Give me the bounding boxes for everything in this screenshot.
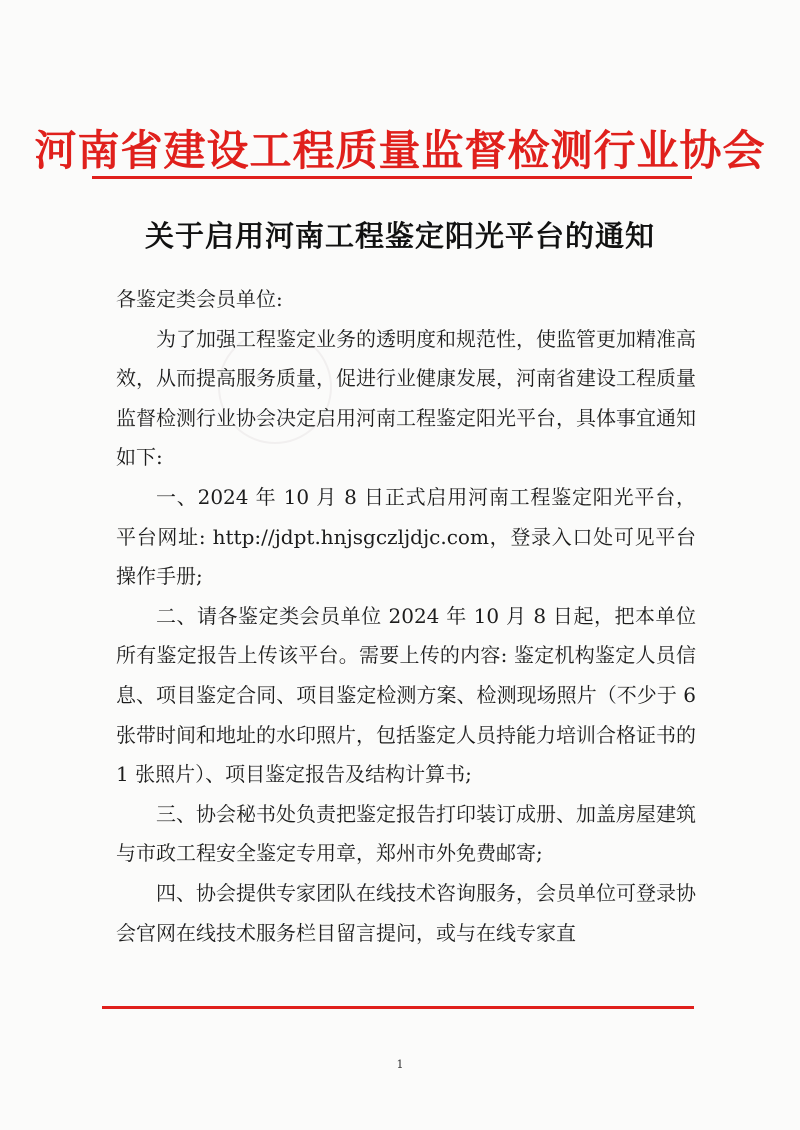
organization-header: 河南省建设工程质量监督检测行业协会 <box>34 126 766 175</box>
salutation: 各鉴定类会员单位: <box>116 287 283 311</box>
paragraph-intro: 为了加强工程鉴定业务的透明度和规范性，使监管更加精准高效，从而提高服务质量，促进行业健康发展，河南省建设工程质量监督检测行业协会决定启用河南工程鉴定阳光平台，具体事宜通知如下: <box>116 326 696 470</box>
document-body <box>116 280 696 953</box>
paragraph-item-1: 一、2024 年 10 月 8 日正式启用河南工程鉴定阳光平台，平台网址: http://jdpt.hnjsgczljdjc.com，登录入口处可见平台操作手册; <box>116 484 696 589</box>
page-number: 1 <box>396 1058 404 1071</box>
document-title: 关于启用河南工程鉴定阳光平台的通知 <box>144 219 655 253</box>
header-divider <box>92 176 692 179</box>
footer-divider <box>102 1006 694 1009</box>
paragraph-item-2: 二、请各鉴定类会员单位 2024 年 10 月 8 日起，把本单位所有鉴定报告上传该平台。需要上传的内容: 鉴定机构鉴定人员信息、项目鉴定合同、项目鉴定检测方案、检测现场照片（不少于 6 张带时间和地址的水印照片，包括鉴定人员持能力培训合格证书的 1 张照片）、项目鉴定报告及结构计算书; <box>116 603 696 787</box>
paragraph-item-3: 三、协会秘书处负责把鉴定报告打印装订成册、加盖房屋建筑与市政工程安全鉴定专用章，郑州市外免费邮寄; <box>116 801 696 866</box>
paragraph-item-4: 四、协会提供专家团队在线技术咨询服务，会员单位可登录协会官网在线技术服务栏目留言提问，或与在线专家直 <box>116 880 696 945</box>
